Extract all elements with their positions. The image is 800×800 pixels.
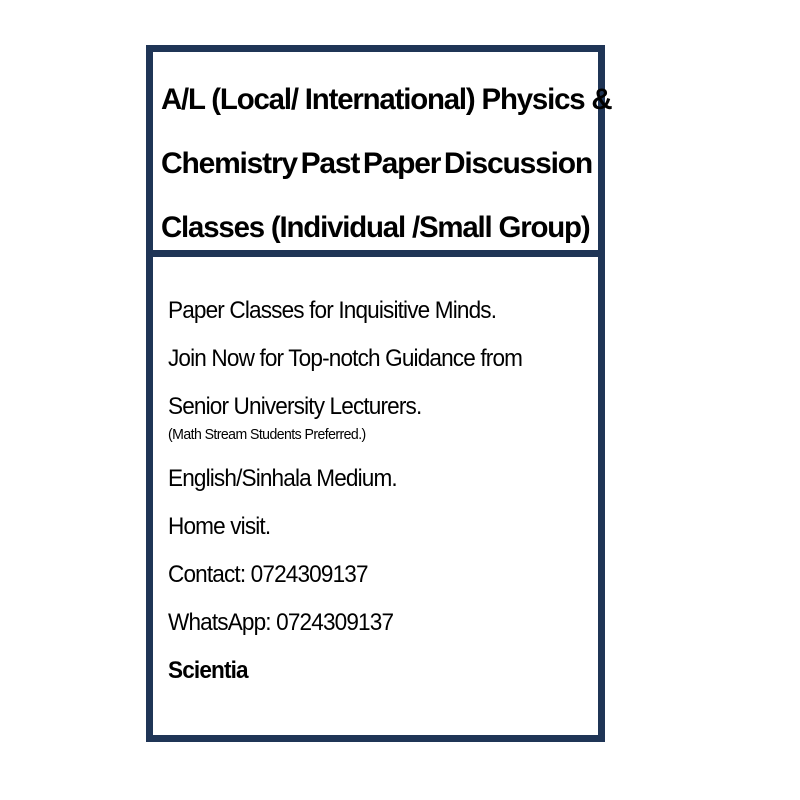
contact-phone: Contact: 0724309137	[168, 561, 368, 588]
home-visit-line: Home visit.	[168, 513, 271, 540]
preference-note: (Math Stream Students Preferred.)	[168, 426, 366, 443]
title-panel	[153, 52, 612, 250]
brand-name: Scientia	[168, 657, 248, 684]
title-word: Past	[300, 147, 360, 180]
medium-line: English/Sinhala Medium.	[168, 465, 397, 492]
details-panel	[153, 257, 598, 735]
title-line-2	[161, 132, 592, 196]
lecturers-line: Senior University Lecturers.	[168, 393, 422, 420]
tagline: Paper Classes for Inquisitive Minds.	[168, 297, 497, 324]
title-word: Discussion	[443, 147, 592, 180]
title-word: Paper	[362, 147, 441, 180]
class-advertisement-card	[146, 45, 612, 742]
title-line-1: A/L (Local/ International) Physics &	[161, 83, 612, 116]
whatsapp-number: WhatsApp: 0724309137	[168, 609, 394, 636]
title-line-3: Classes (Individual /Small Group)	[161, 211, 590, 244]
title-word: Chemistry	[161, 147, 297, 180]
join-line: Join Now for Top-notch Guidance from	[168, 345, 523, 372]
